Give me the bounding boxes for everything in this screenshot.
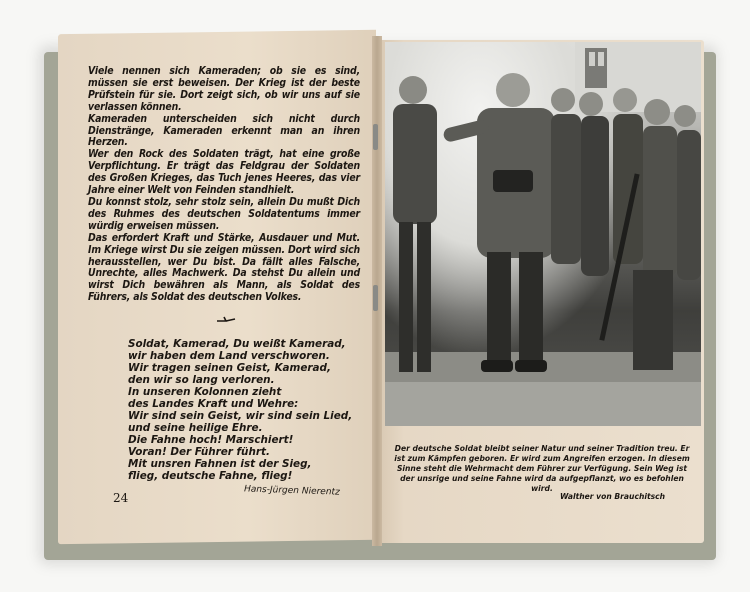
photo-caption: Der deutsche Soldat bleibt seiner Natur und seiner Tradition treu. Er ist zum Kämpfen geboren. Er wird zum Angreifen erzogen. In diesem Sinne steht die Wehrmacht dem Führer zur Verfügung. Sein Weg ist der unsrige und seine Fahne wird da aufgepflanzt, wo es befohlen wird.: [394, 444, 690, 493]
poem-line: Wir tragen seinen Geist, Kamerad,: [128, 362, 331, 374]
section-divider-icon: [214, 314, 238, 324]
poem-line: und seine heilige Ehre.: [128, 422, 263, 434]
poem-line: Wir sind sein Geist, wir sind sein Lied,: [128, 410, 353, 422]
poem-line: flieg, deutsche Fahne, flieg!: [128, 470, 293, 482]
paragraph-4: Du konnst stolz, sehr stolz sein, allein Du mußt Dich des Ruhmes des deutschen Soldatentums immer würdig erweisen müssen.: [88, 195, 360, 232]
soldiers-photograph: [385, 42, 701, 426]
paragraph-5: Das erfordert Kraft und Stärke, Ausdauer und Mut. Im Kriege wirst Du sie zeigen müssen. Dort wird sich herausstellen, wer Du bist. Da fällt alles Falsche, Unrechte, alles Machwerk. Da stehst Du allein und wirst Dich bewähren als Mann, als Soldat des Führers, als Soldat des deutschen Volkes.: [88, 231, 360, 304]
poem-line: Voran! Der Führer führt.: [128, 446, 270, 458]
staple-bottom: [373, 285, 378, 311]
poem-line: In unseren Kolonnen zieht: [128, 386, 282, 398]
caption-author: Walther von Brauchitsch: [560, 492, 666, 501]
left-page-prose: [88, 66, 360, 304]
poem-line: wir haben dem Land verschworen.: [128, 350, 330, 362]
paragraph-1: Viele nennen sich Kameraden; ob sie es sind, müssen sie erst beweisen. Der Krieg ist der beste Prüfstein für sie. Dort zeigt sich, ob wir uns auf sie verlassen können.: [88, 65, 360, 113]
poem-line: Die Fahne hoch! Marschiert!: [128, 434, 294, 446]
staple-top: [373, 124, 378, 150]
poem-line: den wir so lang verloren.: [128, 374, 275, 386]
page-number: 24: [113, 491, 129, 505]
poem-author: Hans-Jürgen Nierentz: [243, 484, 340, 498]
poem-line: Soldat, Kamerad, Du weißt Kamerad,: [128, 338, 346, 350]
poem: [128, 338, 353, 482]
paragraph-3: Wer den Rock des Soldaten trägt, hat eine große Verpflichtung. Er trägt das Feldgrau der Soldaten des Großen Krieges, das Tuch jenes Heeres, das vier Jahre einer Welt von Feinden standhielt.: [88, 148, 360, 197]
paragraph-2: Kameraden unterscheiden sich nicht durch Dienstränge, Kameraden erkennt man an ihren Herzen.: [88, 112, 360, 149]
poem-line: Mit unsren Fahnen ist der Sieg,: [128, 458, 312, 470]
poem-line: des Landes Kraft und Wehre:: [128, 398, 299, 410]
